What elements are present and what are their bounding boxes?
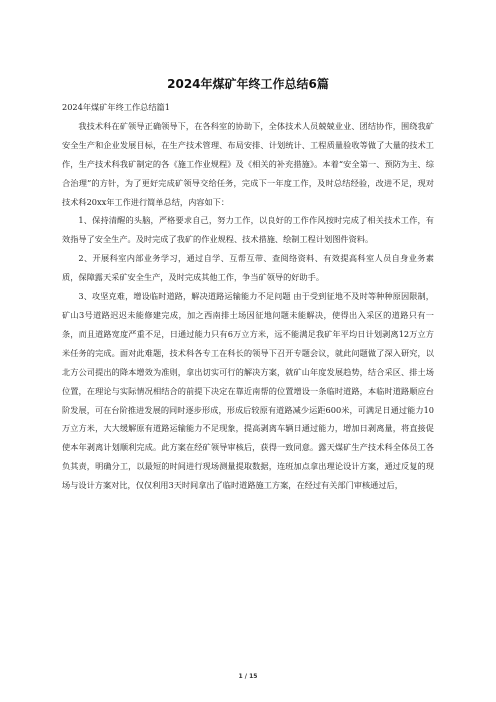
page-number: 1 / 15 bbox=[238, 673, 258, 680]
paragraph-intro: 我技术科在矿领导正确领导下，在各科室的协助下，全体技术人员兢兢业业、团结协作，围绕我矿安全生产和企业发展目标，在生产技术管理、布局安排、计划统计、工程质量验收等做了大量的技术工作，生产技术科我矿制定的各《施工作业规程》及《相关的补充措施》。本着“安全第一、预防为主、综合治理”的方针，为了更好完成矿领导交给任务，完成下一年度工作，及时总结经验，改进不足，现对技术科20xx年工作进行简单总结，内容如下： bbox=[62, 120, 434, 207]
paragraph-item-1: 1、保持清醒的头脑，严格要求自己，努力工作，以良好的工作作风按时完成了相关技术工作，有效指导了安全生产。及时完成了我矿的作业规程、技术措施、绘制工程计划图件资料。 bbox=[62, 215, 434, 245]
document-body bbox=[62, 98, 434, 495]
paragraph-item-3: 3、攻坚克难，增设临时道路，解决道路运输能力不足问题 由于受到征地不及时等种种原因限制，矿山3号道路迟迟未能修建完成，加之西南排土场因征地问题未能解决，使得出入采区的道路只有一条，而且道路宽度严重不足，日通过能力只有6万立方米，远不能满足我矿年平均日计划剥离12万立方米任务的完成。面对此难题，技术科各专工在科长的领导下召开专题会议，就此问题做了深入研究，以北方公司提出的降本增效为准则，拿出切实可行的解决方案，就矿山年度发展趋势，结合采区、排土场位置，在理论与实际情况相结合的前提下决定在靠近南帮的位置增设一条临时道路，本临时道路顺应台阶发展，可在台阶推进发展的同时逐步形成，形成后较原有道路减少运距600米，可满足日通过能力10万立方米，大大缓解原有道路运输能力不足现象，提高剥离车辆日通过能力，增加日剥离量，将直接促使本年剥离计划顺利完成。此方案在经矿领导审核后，获得一致同意。露天煤矿生产技术科全体员工各负其责，明确分工，以最短的时间进行现场测量提取数据，连班加点拿出理论设计方案，通过反复的现场与设计方案对比，仅仅利用3天时间拿出了临时道路施工方案，在经过有关部门审核通过后， bbox=[62, 291, 434, 491]
document-title: 2024年煤矿年终工作总结6篇 bbox=[167, 77, 329, 91]
section-subheading: 2024年煤矿年终工作总结篇1 bbox=[62, 102, 170, 112]
paragraph-item-2: 2、开展科室内部业务学习，通过自学、互帮互带、查阅络资料、有效提高科室人员自身业务素质，保障露天采矿安全生产，及时完成其他工作，争当矿领导的好助手。 bbox=[62, 253, 434, 283]
